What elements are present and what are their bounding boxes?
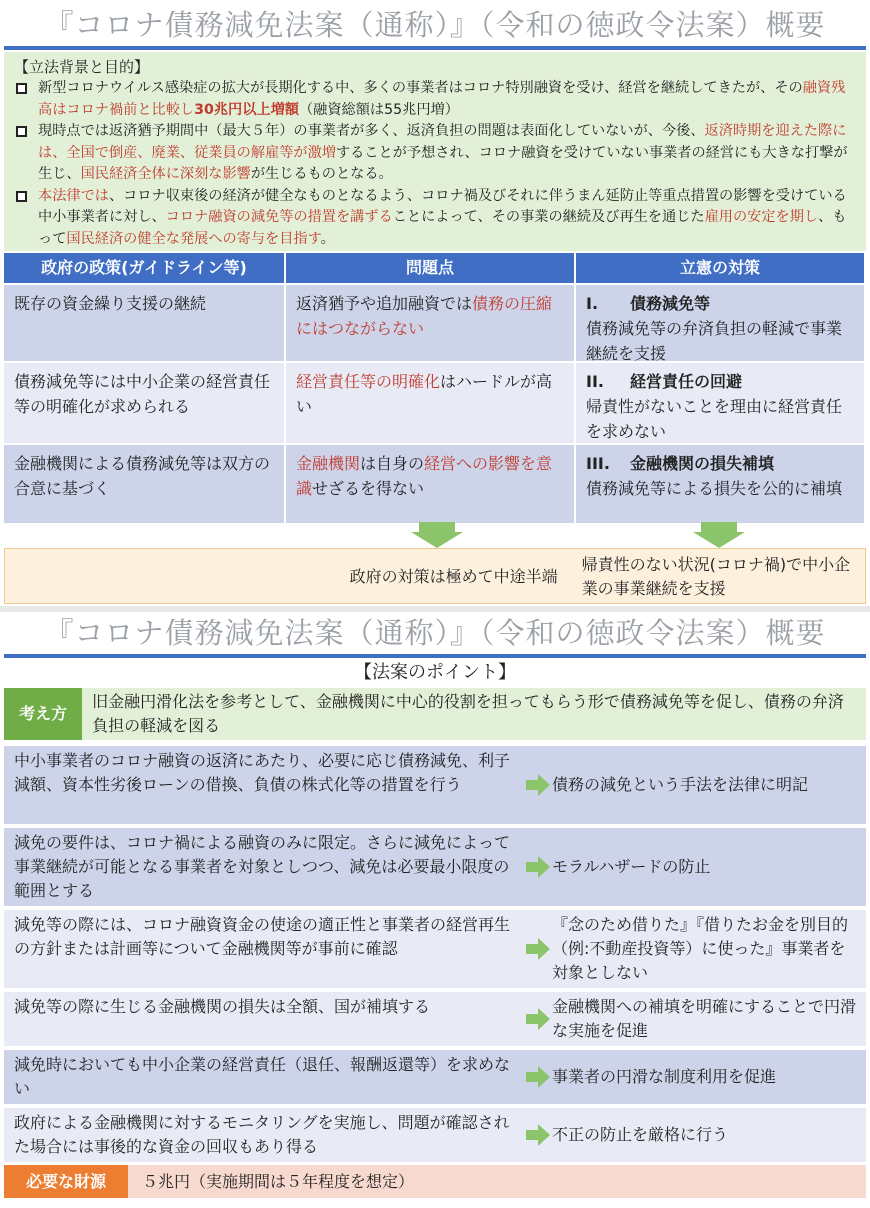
problem-red: 金融機関 <box>296 454 361 473</box>
point-text: 減免の要件は、コロナ禍による融資のみに限定。さらに減免によって事業継続が可能となる事業者を対象としつつ、減免は必要最小限度の範囲とする <box>4 828 524 906</box>
square-bullet-icon <box>16 126 27 137</box>
policy-cell: 金融機関による債務減免等は双方の合意に基づく <box>4 445 286 523</box>
measure-text: 帰責性がないことを理由に経営責任を求めない <box>586 397 843 441</box>
point-text: 減免時においても中小企業の経営責任（退任、報酬返還等）を求めない <box>4 1050 524 1104</box>
point-effect-text: モラルハザードの防止 <box>552 857 711 876</box>
problem-text: 返済猶予や追加融資では <box>296 294 473 313</box>
point-effect-text: 事業者の円滑な制度利用を促進 <box>552 1067 777 1086</box>
measure-number: III. <box>586 454 610 473</box>
bullet3-red: 本法律では <box>38 187 109 204</box>
point-effect <box>524 1050 866 1104</box>
right-arrow-icon <box>526 1008 550 1030</box>
bullet1-tail: （融資総額は55兆円増） <box>298 101 459 118</box>
point-effect-text: 債務の減免という手法を法律に明記 <box>552 775 809 794</box>
header-problem: 問題点 <box>286 253 576 283</box>
measure-cell <box>576 445 866 523</box>
square-bullet-icon <box>16 191 27 202</box>
bullet2-red: 返済時期を迎えた際には、全国で倒産、廃業、従業員の解雇等が激増 <box>38 123 847 161</box>
approach-text: 旧金融円滑化法を参考として、金融機関に中心的役割を担ってもらう形で債務減免等を促し、債務の弁済負担の軽減を図る <box>92 692 844 735</box>
list-item <box>4 1108 866 1162</box>
background-heading: 【立法背景と目的】 <box>14 58 150 76</box>
measure-text: 債務減免等による損失を公的に補填 <box>586 479 843 498</box>
problem-red-2: 経営への影響を意識 <box>296 454 553 498</box>
bullet1-red: 融資残高はコロナ禍前と比較し <box>38 80 846 118</box>
bullet1-text: 新型コロナウイルス感染症の拡大が長期化する中、多くの事業者はコロナ特別融資を受け、経営を継続してきたが、その <box>38 80 803 96</box>
policy-cell: 債務減免等には中小企業の経営責任等の明確化が求められる <box>4 363 286 443</box>
policy-comparison-table <box>4 253 866 523</box>
problem-cell <box>286 363 576 443</box>
funding-text: ５兆円（実施期間は５年程度を想定） <box>142 1172 415 1191</box>
bullet2-mid: することが予想され、コロナ融資を受けていない事業者の経営にも大きな打撃が生じ、 <box>38 144 848 182</box>
policy-cell: 既存の資金繰り支援の継続 <box>4 285 286 361</box>
approach-box <box>4 688 866 740</box>
measure-heading <box>586 291 854 316</box>
background-purpose-box <box>4 52 866 251</box>
points-list <box>4 746 866 1166</box>
table-header-row <box>4 253 866 283</box>
list-item <box>4 746 866 824</box>
slide2-title-rule <box>4 654 866 658</box>
point-text: 減免等の際には、コロナ融資資金の使途の適正性と事業者の経営再生の方針または計画等について金融機関等が事前に確認 <box>4 910 524 988</box>
problem-cell <box>286 445 576 523</box>
slide1-title-rule <box>4 46 866 50</box>
point-effect <box>524 746 866 824</box>
problem-tail: はハードルが高い <box>296 372 553 416</box>
problem-red: 経営責任等の明確化 <box>296 372 441 391</box>
right-arrow-icon <box>526 774 550 796</box>
point-effect-text: 『念のため借りた』『借りたお金を別目的（例:不動産投資等）に使った』事業者を対象としない <box>552 915 849 982</box>
bullet2-red-2: 国民経済全体に深刻な影響 <box>80 166 251 182</box>
slide1-title: 『コロナ債務減免法案（通称）』（令和の徳政令法案）概要 <box>44 8 826 42</box>
bullet3-tail: 。 <box>320 230 335 247</box>
bullet3-red-2: コロナ融資の減免等の措置を講ずる <box>165 209 393 225</box>
point-effect-text: 金融機関への補填を明確にすることで円滑な実施を促進 <box>552 997 857 1040</box>
funding-label: 必要な財源 <box>4 1165 128 1198</box>
bullet1-bold-red: 30兆円以上増額 <box>194 101 299 118</box>
slide2-title: 『コロナ債務減免法案（通称）』（令和の徳政令法案）概要 <box>44 616 826 650</box>
bullet2-text: 現時点では返済猶予期間中（最大５年）の事業者が多く、返済負担の問題は表面化していないが、今後、 <box>38 123 705 139</box>
required-funding-box <box>4 1165 866 1198</box>
measure-title: 金融機関の損失補填 <box>630 454 775 473</box>
right-arrow-icon <box>526 856 550 878</box>
right-arrow-icon <box>526 1066 550 1088</box>
measure-text: 債務減免等の弁済負担の軽減で事業継続を支援 <box>586 319 843 363</box>
government-result: 政府の対策は極めて中途半端 <box>349 567 558 586</box>
background-bullet-3 <box>14 186 856 251</box>
background-bullet-2 <box>14 121 856 186</box>
background-bullet-1 <box>14 78 856 121</box>
point-text: 減免等の際に生じる金融機関の損失は全額、国が補填する <box>4 992 524 1046</box>
cdp-result: 帰責性のない状況(コロナ禍)で中小企業の事業継続を支援 <box>581 555 851 598</box>
problem-red: 債務の圧縮にはつながらない <box>296 294 553 338</box>
right-arrow-icon <box>526 1124 550 1146</box>
problem-cell <box>286 285 576 361</box>
measure-cell <box>576 363 866 443</box>
table-row <box>4 361 866 443</box>
point-effect <box>524 1108 866 1162</box>
points-heading: 【法案のポイント】 <box>354 662 516 683</box>
table-row <box>4 283 866 361</box>
measure-heading <box>586 369 854 394</box>
problem-mid: は自身の <box>360 454 425 473</box>
bullet3-red-4: 国民経済の健全な発展への寄与を目指す <box>66 230 321 247</box>
list-item <box>4 828 866 906</box>
result-box <box>4 548 866 604</box>
point-effect-text: 不正の防止を厳格に行う <box>552 1125 729 1144</box>
table-row <box>4 443 866 523</box>
problem-tail: せざるを得ない <box>312 479 425 498</box>
measure-heading <box>586 451 854 476</box>
bullet3-mid-2: 、もって <box>38 209 847 247</box>
measure-title: 債務減免等 <box>630 294 711 313</box>
point-effect <box>524 828 866 906</box>
list-item <box>4 910 866 988</box>
point-text: 政府による金融機関に対するモニタリングを実施し、問題が確認された場合には事後的な資金の回収もあり得る <box>4 1108 524 1162</box>
measure-number: II. <box>586 372 604 391</box>
list-item <box>4 1050 866 1104</box>
point-effect <box>524 910 866 988</box>
point-text: 中小事業者のコロナ融資の返済にあたり、必要に応じ債務減免、利子減額、資本性劣後ローンの借換、負債の株式化等の措置を行う <box>4 746 524 824</box>
bullet3-text: 、コロナ収束後の経済が健全なものとなるよう、コロナ禍及びそれに伴うまん延防止等重点措置の影響を受けている中小事業者に対し、 <box>38 187 847 225</box>
measure-number: I. <box>586 294 599 313</box>
measure-cell <box>576 285 866 361</box>
bullet3-red-3: 雇用の安定を期し <box>704 209 819 225</box>
square-bullet-icon <box>16 83 27 94</box>
bullet2-tail: が生じるものとなる。 <box>250 166 393 182</box>
bullet3-mid: ことによって、その事業の継続及び再生を通じた <box>392 209 705 225</box>
list-item <box>4 992 866 1046</box>
header-cdp-measure: 立憲の対策 <box>576 253 866 283</box>
header-government-policy: 政府の政策(ガイドライン等) <box>4 253 286 283</box>
approach-label: 考え方 <box>4 688 82 740</box>
right-arrow-icon <box>526 938 550 960</box>
point-effect <box>524 992 866 1046</box>
measure-title: 経営責任の回避 <box>630 372 743 391</box>
